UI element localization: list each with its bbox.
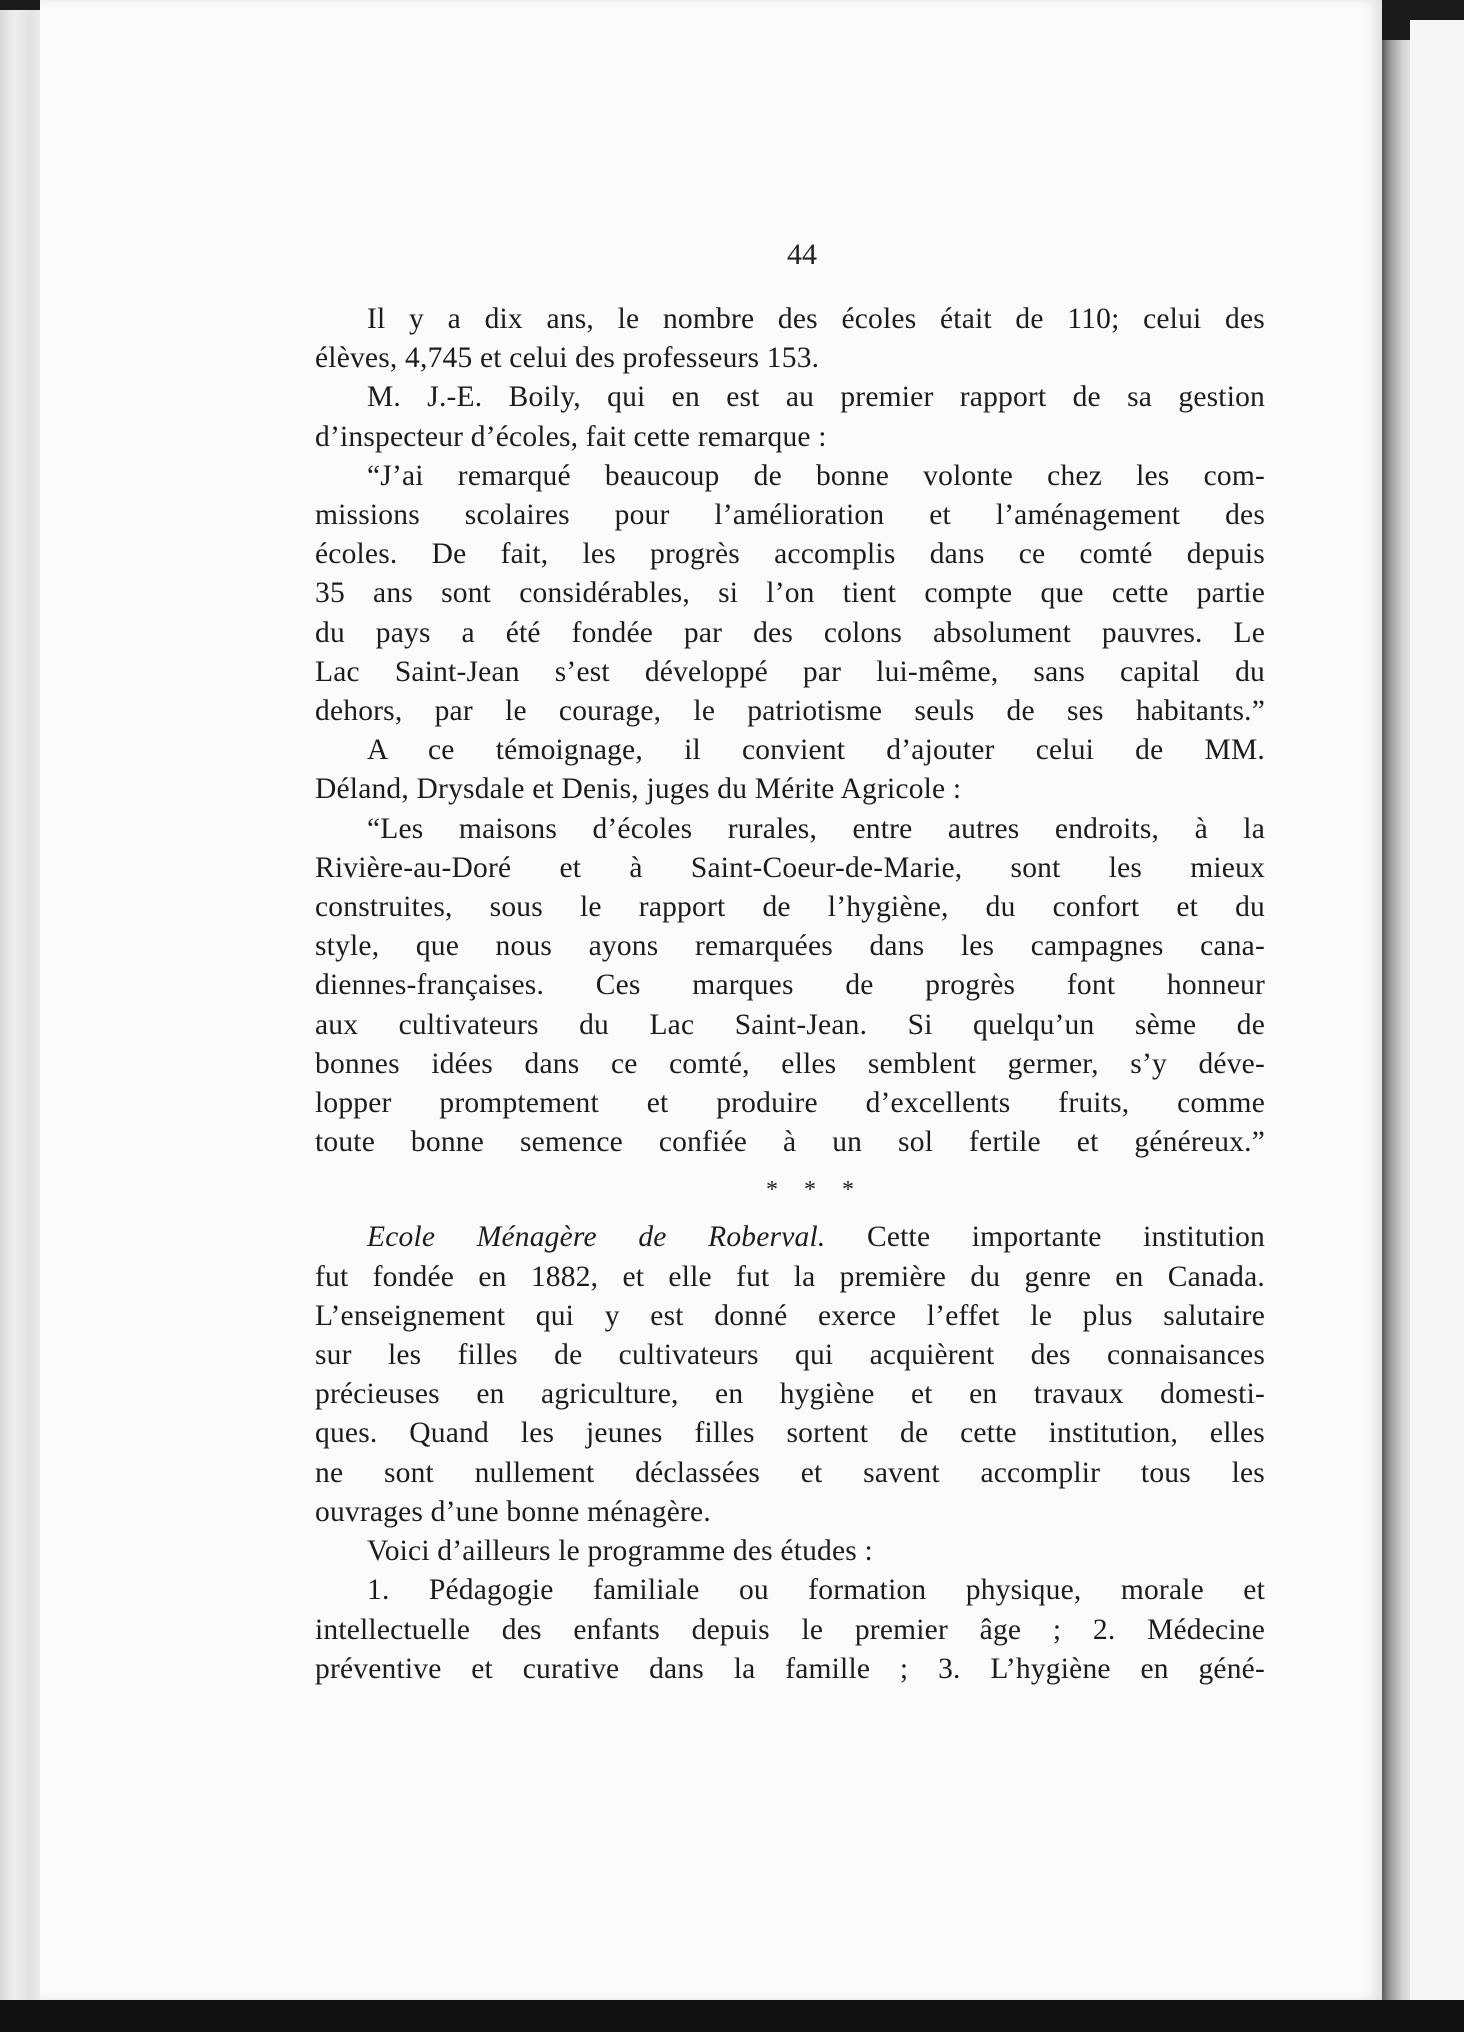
text-line: bonnes idées dans ce comté, elles semblent germer, s’y déve- [315,1047,1265,1080]
text-line: aux cultivateurs du Lac Saint-Jean. Si quelqu’un sème de [315,1008,1265,1041]
text-line: toute bonne semence confiée à un sol fertile et généreux.” [315,1126,1265,1159]
facing-page-edge [1410,20,1464,2000]
text-line: style, que nous ayons remarquées dans les campagnes cana- [315,930,1265,963]
text-line: fut fondée en 1882, et elle fut la première du genre en Canada. [315,1260,1265,1293]
text-line: Déland, Drysdale et Denis, juges du Mérite Agricole : [315,773,962,806]
text-line: ouvrages d’une bonne ménagère. [315,1495,711,1528]
section-separator: * * * [766,1177,864,1204]
text-line: L’enseignement qui y est donné exerce l’effet le plus salutaire [315,1299,1265,1332]
text-line: M. J.-E. Boily, qui en est au premier rapport de sa gestion [367,381,1265,414]
text-line: d’inspecteur d’écoles, fait cette remarque : [315,420,827,453]
text-line: ques. Quand les jeunes filles sortent de cette institution, elles [315,1417,1265,1450]
scan-background [0,2000,1464,2032]
text-line: Voici d’ailleurs le programme des études : [367,1535,873,1568]
text-line: “Les maisons d’écoles rurales, entre autres endroits, à la [367,812,1265,845]
text-line: lopper promptement et produire d’excellents fruits, comme [315,1087,1265,1120]
text-line: sur les filles de cultivateurs qui acquièrent des connaisances [315,1339,1265,1372]
text-line: A ce témoignage, il convient d’ajouter celui de MM. [367,734,1265,767]
text-line [315,1218,1265,1257]
text-line: construites, sous le rapport de l’hygiène, du confort et du [315,891,1265,924]
text-line: Lac Saint-Jean s’est développé par lui-même, sans capital du [315,655,1265,688]
text-line: précieuses en agriculture, en hygiène et en travaux domesti- [315,1378,1265,1411]
text-line: élèves, 4,745 et celui des professeurs 153. [315,342,820,375]
text-line: “J’ai remarqué beaucoup de bonne volonte chez les com- [367,459,1265,492]
text-line: écoles. De fait, les progrès accomplis dans ce comté depuis [315,538,1265,571]
page-gutter-shadow [1382,40,1412,2000]
body-text [315,300,1265,1689]
text-line: du pays a été fondée par des colons absolument pauvres. Le [315,616,1265,649]
text-line: 1. Pédagogie familiale ou formation physique, morale et [367,1574,1265,1607]
text-line: préventive et curative dans la famille ; 3. L’hygiène en géné- [315,1652,1265,1685]
text-line: missions scolaires pour l’amélioration et l’aménagement des [315,499,1265,532]
section-title: Ecole Ménagère de Roberval. [367,1221,826,1254]
text-line: Il y a dix ans, le nombre des écoles était de 110; celui des [367,303,1265,335]
text-line: intellectuelle des enfants depuis le premier âge ; 2. Médecine [315,1613,1265,1646]
text-line: ne sont nullement déclassées et savent accomplir tous les [315,1456,1265,1489]
text-fragment: Cette importante institution [866,1221,1265,1254]
text-line: 35 ans sont considérables, si l’on tient compte que cette partie [315,577,1265,610]
text-line: dehors, par le courage, le patriotisme seuls de ses habitants.” [315,695,1265,728]
text-line: Rivière-au-Doré et à Saint-Coeur-de-Marie, sont les mieux [315,851,1265,884]
page-number: 44 [787,238,817,271]
text-line: diennes-françaises. Ces marques de progrès font honneur [315,969,1265,1002]
